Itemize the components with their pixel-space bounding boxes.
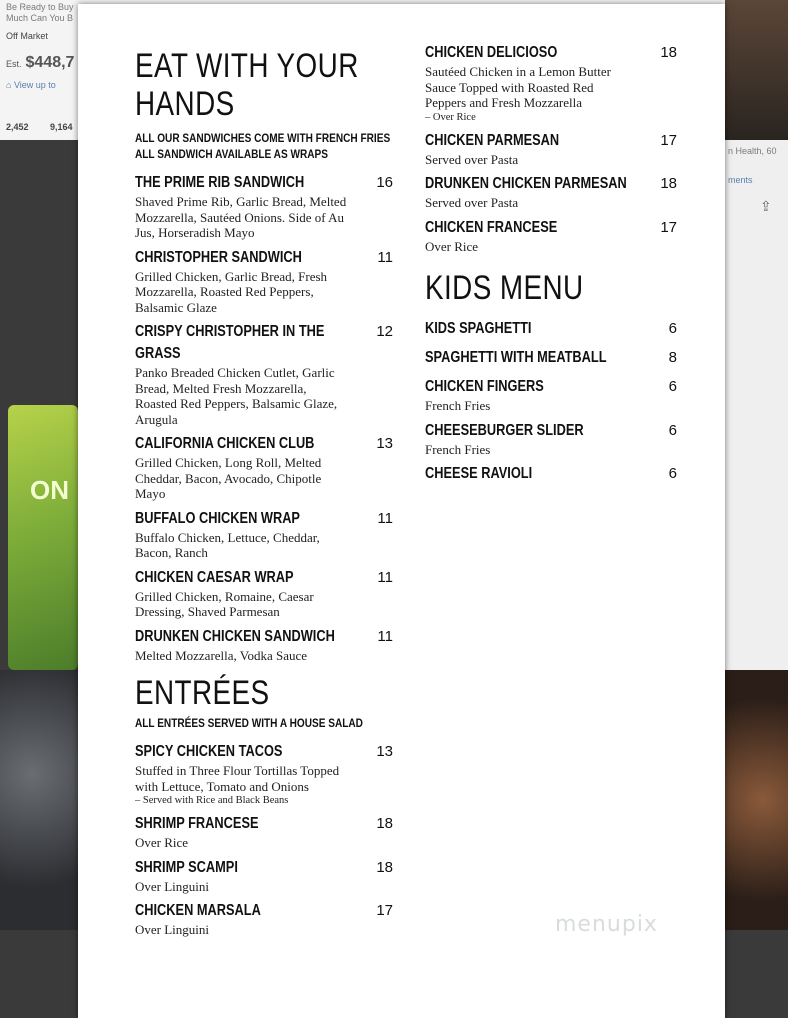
- item-price: 18: [660, 44, 677, 61]
- item-description: Grilled Chicken, Romaine, Caesar Dressing, Shaved Parmesan: [135, 588, 314, 619]
- item-name: SPICY CHICKEN TACOS: [135, 743, 283, 760]
- section-title-entrees: ENTRÉES: [135, 674, 270, 712]
- item-name: CHEESE RAVIOLI: [425, 465, 533, 482]
- item-price: 18: [660, 175, 677, 192]
- item-price: 12: [376, 323, 393, 340]
- menu-item: [425, 217, 677, 255]
- menu-item: [425, 347, 677, 369]
- item-description: Stuffed in Three Flour Tortillas Topped with Lettuce, Tomato and Onions: [135, 763, 340, 794]
- item-description: Panko Breaded Chicken Cutlet, Garlic Bread, Melted Fresh Mozzarella, Roasted Red Peppers, Balsamic Glaze, Arugula: [135, 365, 338, 427]
- menu-item: [135, 433, 393, 502]
- item-price: 6: [668, 465, 677, 482]
- item-description: Sautéed Chicken in a Lemon Butter Sauce Topped with Roasted Red Peppers and Fresh Mozzarella: [425, 64, 611, 110]
- item-price: 8: [668, 349, 677, 366]
- bg-stat-2: 9,164: [50, 122, 73, 132]
- item-subnote: – Served with Rice and Black Beans: [135, 795, 289, 806]
- section-title-kids: KIDS MENU: [425, 269, 584, 307]
- menu-item: [425, 318, 677, 340]
- item-description: Over Linguini: [135, 922, 210, 937]
- item-name: CALIFORNIA CHICKEN CLUB: [135, 435, 315, 452]
- item-name: CHICKEN PARMESAN: [425, 131, 560, 149]
- menu-left-column: [135, 46, 393, 938]
- menu-sheet: [78, 4, 725, 1018]
- bg-off-market-tag: Off Market: [6, 31, 48, 41]
- item-price: 18: [376, 858, 393, 876]
- section-note: ALL OUR SANDWICHES COME WITH FRENCH FRIES: [135, 131, 391, 145]
- item-name: CRISPY CHRISTOPHER IN THE GRASS: [135, 323, 325, 362]
- item-price: 6: [668, 421, 677, 439]
- item-price: 17: [660, 218, 677, 236]
- item-description: Grilled Chicken, Garlic Bread, Fresh Mozzarella, Roasted Red Peppers, Balsamic Glaze: [135, 268, 328, 315]
- item-name: SHRIMP FRANCESE: [135, 815, 259, 832]
- menu-item: [135, 172, 393, 241]
- menu-item: [425, 42, 677, 124]
- home-icon: ⌂: [6, 80, 12, 90]
- item-name: CHICKEN FINGERS: [425, 378, 544, 395]
- item-description: Buffalo Chicken, Lettuce, Cheddar, Bacon, Ranch: [135, 529, 320, 560]
- menu-item: [135, 508, 393, 561]
- menu-item: [135, 900, 393, 938]
- bg-food-photo-right: [725, 670, 788, 930]
- menu-item: [425, 376, 677, 414]
- share-icon[interactable]: ⇪: [760, 198, 772, 214]
- bg-product-image: [8, 405, 78, 670]
- item-name: CHICKEN DELICIOSO: [425, 44, 558, 61]
- item-description: French Fries: [425, 441, 491, 457]
- item-name: THE PRIME RIB SANDWICH: [135, 174, 305, 191]
- item-price: 17: [376, 902, 393, 919]
- menu-item: [135, 247, 393, 316]
- bg-health-text: n Health, 60: [728, 146, 777, 156]
- item-name: BUFFALO CHICKEN WRAP: [135, 509, 300, 527]
- item-price: 11: [377, 509, 393, 527]
- section-title-sandwiches: EAT WITH YOUR: [135, 47, 359, 85]
- item-name: CHICKEN FRANCESE: [425, 218, 558, 236]
- menu-item: [425, 420, 677, 458]
- item-description: Grilled Chicken, Long Roll, Melted Cheddar, Bacon, Avocado, Chipotle Mayo: [135, 455, 322, 501]
- item-price: 11: [377, 248, 393, 266]
- bg-view-link[interactable]: ⌂ View up to: [6, 80, 56, 90]
- menu-item: [425, 173, 677, 211]
- item-price: 6: [668, 320, 677, 337]
- item-description: Served over Pasta: [425, 195, 519, 210]
- item-description: Melted Mozzarella, Vodka Sauce: [135, 647, 308, 663]
- bg-price: Est. $448,7: [6, 54, 75, 71]
- item-price: 18: [376, 815, 393, 832]
- item-name: CHICKEN MARSALA: [135, 902, 261, 919]
- menupix-watermark: menupix: [555, 912, 658, 937]
- item-price: 11: [377, 568, 393, 586]
- item-description: Over Rice: [135, 835, 189, 850]
- bg-text-line-1: Be Ready to Buy: [6, 2, 74, 12]
- menu-item: [135, 813, 393, 851]
- item-price: 13: [376, 435, 393, 452]
- menu-item: [135, 626, 393, 664]
- section-note: ALL ENTRÉES SERVED WITH A HOUSE SALAD: [135, 716, 363, 730]
- item-description: Over Rice: [425, 238, 479, 254]
- item-name: CHEESEBURGER SLIDER: [425, 421, 584, 439]
- bg-right-photo: [725, 0, 788, 140]
- item-description: French Fries: [425, 398, 491, 413]
- menu-item: [135, 741, 393, 807]
- bg-stat-1: 2,452: [6, 122, 29, 132]
- item-name: SPAGHETTI WITH MEATBALL: [425, 349, 607, 366]
- menu-item: [135, 857, 393, 895]
- item-description: Served over Pasta: [425, 151, 519, 167]
- menu-right-column: [425, 42, 677, 485]
- item-name: SHRIMP SCAMPI: [135, 858, 238, 876]
- bg-comments-link[interactable]: ments: [728, 175, 753, 185]
- item-name: KIDS SPAGHETTI: [425, 320, 532, 337]
- item-name: DRUNKEN CHICKEN SANDWICH: [135, 627, 335, 645]
- bg-product-label: ON: [30, 475, 69, 505]
- item-price: 17: [660, 131, 677, 149]
- item-subnote: – Over Rice: [425, 111, 476, 123]
- item-description: Shaved Prime Rib, Garlic Bread, Melted Mozzarella, Sautéed Onions. Side of Au Jus, Horseradish Mayo: [135, 194, 347, 240]
- section-title-sandwiches-line-2: HANDS: [135, 85, 235, 123]
- menu-item: [135, 321, 393, 427]
- section-note: ALL SANDWICH AVAILABLE AS WRAPS: [135, 147, 329, 161]
- item-price: 11: [377, 627, 393, 645]
- menu-item: [425, 463, 677, 485]
- item-price: 13: [376, 743, 393, 760]
- item-price: 16: [376, 174, 393, 191]
- item-name: CHICKEN CAESAR WRAP: [135, 568, 294, 586]
- bg-text-line-2: Much Can You B: [6, 13, 74, 23]
- bg-food-photo-left: [0, 670, 80, 930]
- item-description: Over Linguini: [135, 878, 210, 894]
- item-name: DRUNKEN CHICKEN PARMESAN: [425, 175, 627, 192]
- item-name: CHRISTOPHER SANDWICH: [135, 248, 302, 266]
- menu-item: [425, 130, 677, 168]
- menu-item: [135, 567, 393, 620]
- item-price: 6: [668, 378, 677, 395]
